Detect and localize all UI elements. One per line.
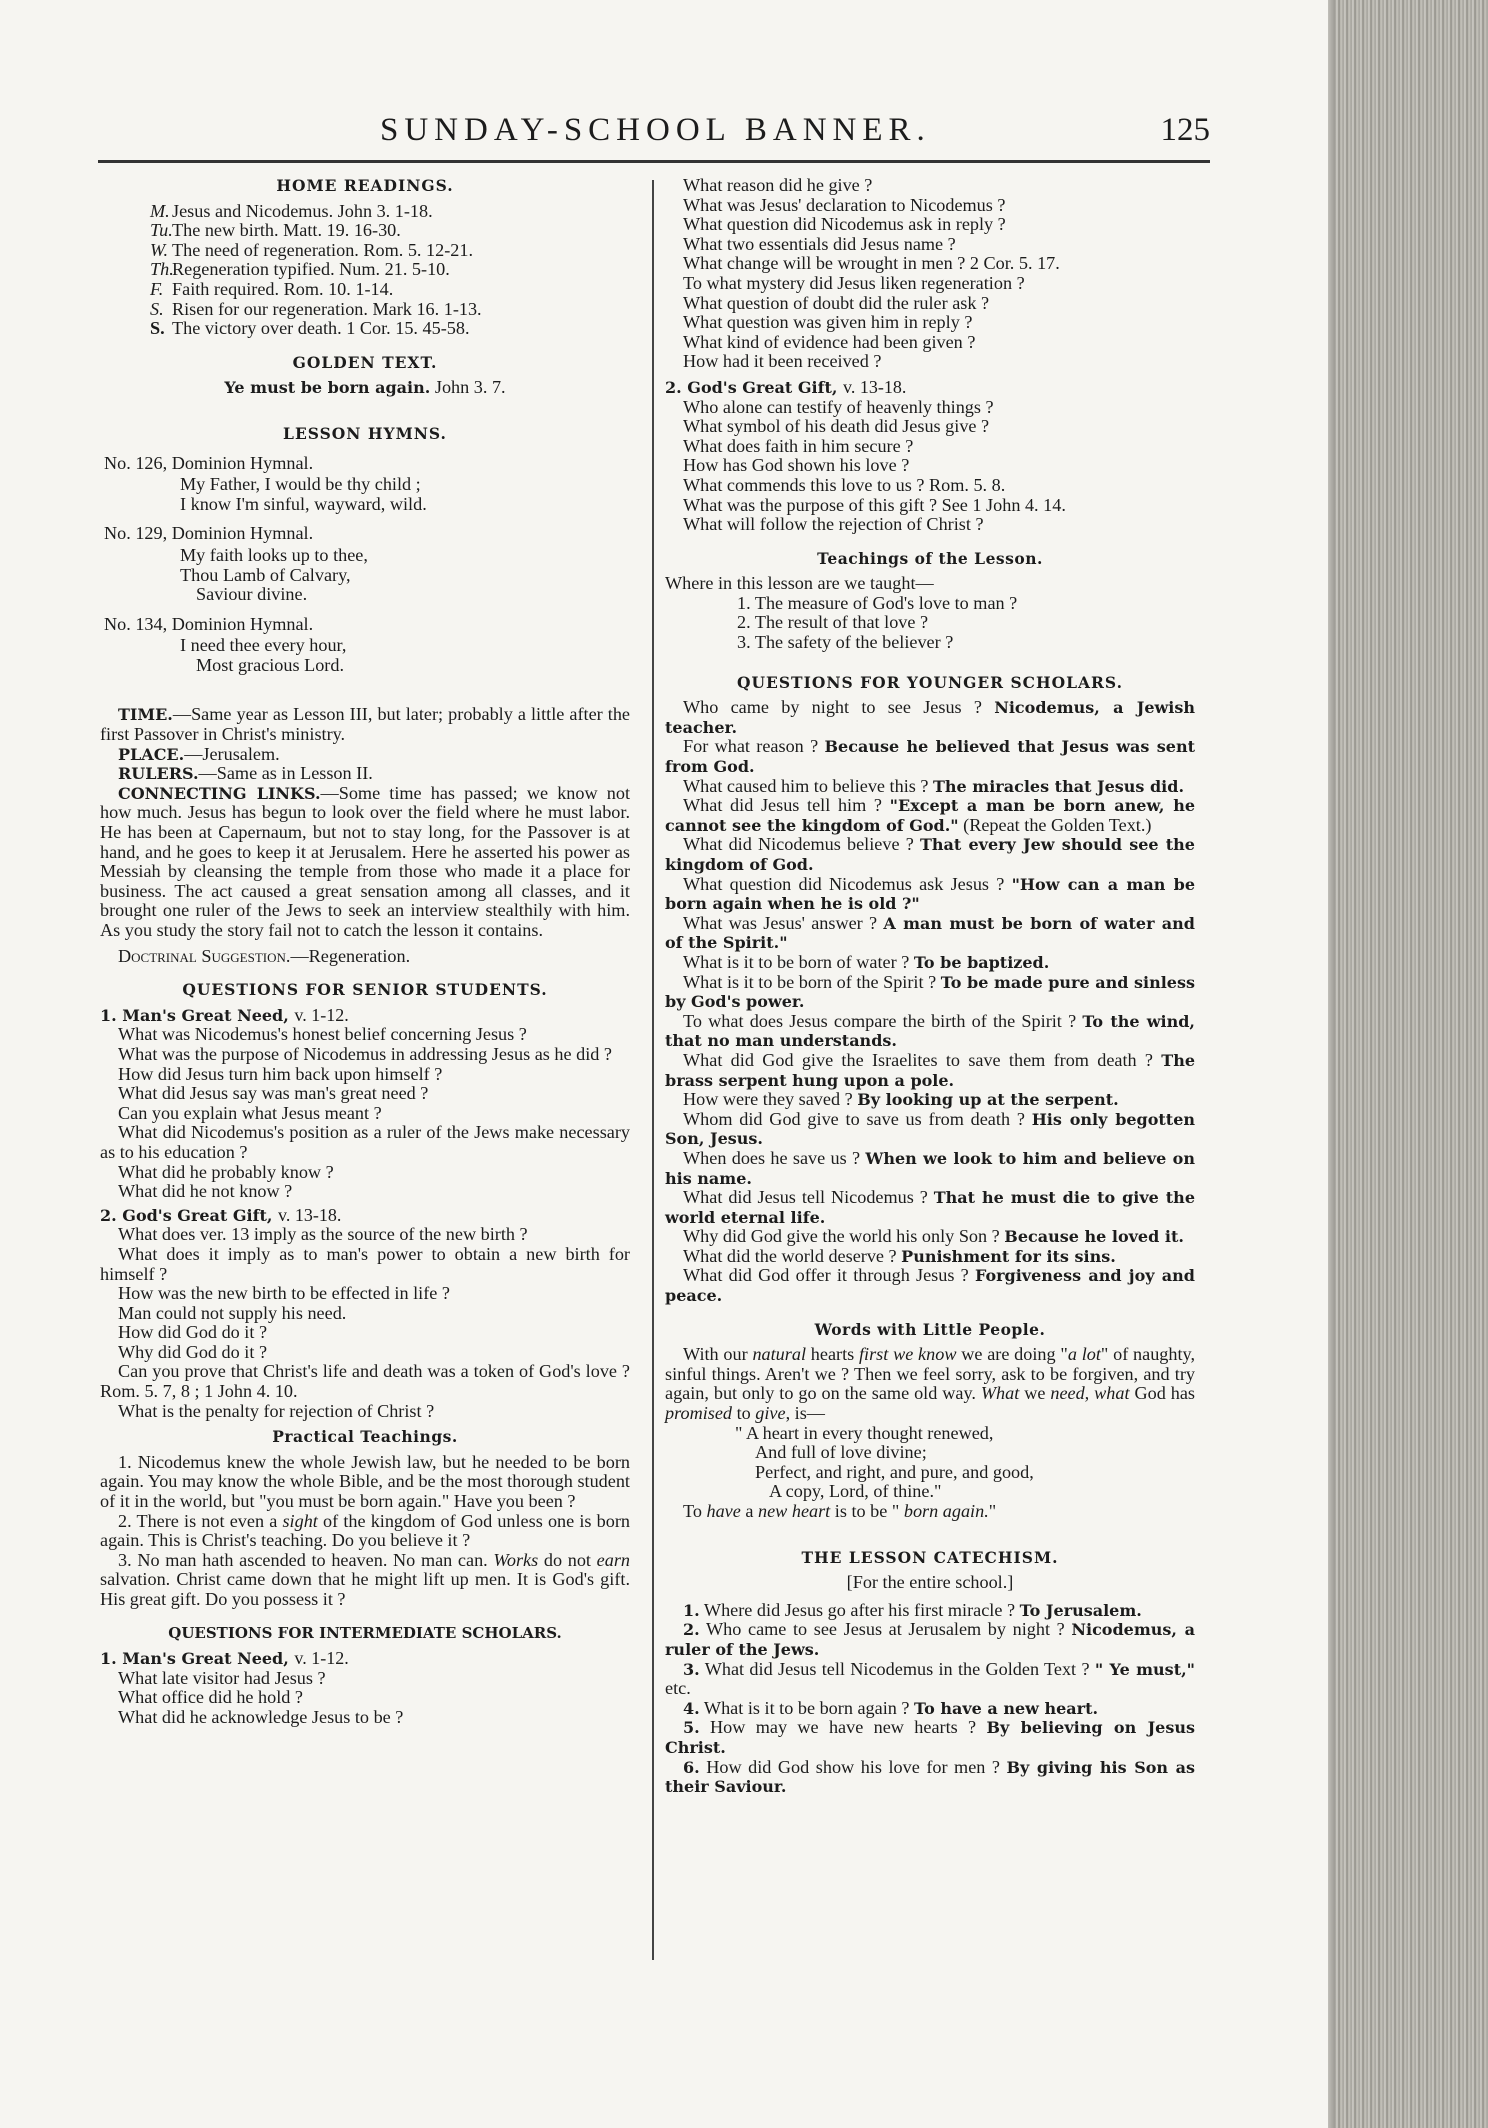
qa-item: What did God offer it through Jesus ? Forgiveness and joy and peace. (665, 1265, 1195, 1306)
qa-item: Who came by night to see Jesus ? Nicodemus, a Jewish teacher. (665, 697, 1195, 737)
qa-item: What did Jesus tell him ? "Except a man be born anew, he cannot see the kingdom of God." (Repeat the Golden Text.) (665, 795, 1196, 835)
question: What did he probably know ? (118, 1161, 334, 1182)
connecting-links-note: CONNECTING LINKS.—Some time has passed; we know not how much. Jesus has begun to look over the field where he must labor. He has been at Capernaum, but not to stay long, for the Passover is at hand, and he goes to keep it at Jerusalem. Here he asserted his power as Messiah by cleansing the temple from those who made it a place for business. The act caused a great sensation among all classes, and it brought one ruler of the Jews to seek an interview stealthily with him. As you study the story fail not to catch the lesson it contains. (100, 782, 631, 940)
hymn-line: I need thee every hour, (180, 635, 347, 656)
verse-line: And full of love divine; (755, 1442, 927, 1463)
intermediate-section-1: 1. Man's Great Need, v. 1-12. (100, 1648, 349, 1669)
doctrinal-suggestion: Doctrinal Suggestion.—Regeneration. (118, 945, 411, 966)
qa-item: What is it to be born of the Spirit ? To be made pure and sinless by God's power. (665, 971, 1196, 1012)
question: What change will be wrought in men ? 2 Cor. 5. 17. (683, 253, 1060, 274)
time-note: TIME.—Same year as Lesson III, but later; probably a little after the first Passover in Christ's ministry. (100, 704, 630, 745)
reading-text: The victory over death. 1 Cor. 15. 45-58. (172, 318, 470, 339)
question: What was the purpose of Nicodemus in addressing Jesus as he did ? (118, 1043, 612, 1064)
page-number: 125 (1160, 112, 1210, 148)
question: Why did God do it ? (118, 1341, 268, 1362)
catechism-qa (665, 1601, 1195, 1797)
reading-text: Regeneration typified. Num. 21. 5-10. (172, 259, 450, 280)
qa-item: When does he save us ? When we look to him and believe on his name. (665, 1147, 1195, 1188)
home-readings-heading: HOME READINGS. (276, 176, 454, 195)
reading-item (150, 241, 630, 261)
reading-day: W. (150, 239, 169, 260)
catechism-heading: THE LESSON CATECHISM. (801, 1547, 1059, 1567)
younger-heading: QUESTIONS FOR YOUNGER SCHOLARS. (737, 672, 1123, 692)
question: What does faith in him secure ? (683, 435, 914, 456)
qa-item: What caused him to believe this ? The miracles that Jesus did. (683, 775, 1185, 796)
question: What reason did he give ? (683, 175, 873, 195)
qa-item: What did Jesus tell Nicodemus ? That he must die to give the world eternal life. (665, 1187, 1195, 1227)
question: What late visitor had Jesus ? (118, 1667, 326, 1688)
question: What will follow the rejection of Christ ? (683, 514, 984, 535)
question: What did he acknowledge Jesus to be ? (118, 1706, 404, 1727)
left-column (100, 176, 630, 1728)
question: What symbol of his death did Jesus give ? (683, 416, 990, 437)
younger-qa (665, 698, 1195, 1305)
question: Who alone can testify of heavenly things ? (683, 396, 994, 417)
qa-item: 3. What did Jesus tell Nicodemus in the Golden Text ? " Ye must," etc. (665, 1658, 1195, 1699)
question: What was Jesus' declaration to Nicodemus ? (683, 194, 1006, 215)
verse-line: " A heart in every thought renewed, (735, 1422, 994, 1443)
qa-item: 2. Who came to see Jesus at Jerusalem by night ? Nicodemus, a ruler of the Jews. (665, 1619, 1196, 1659)
hymn-number: No. 134, Dominion Hymnal. (104, 613, 314, 634)
qa-item: How were they saved ? By looking up at the serpent. (683, 1089, 1119, 1110)
hymn (100, 615, 630, 676)
running-header (380, 112, 1210, 156)
golden-text-ref: John 3. 7. (434, 377, 506, 398)
rulers-note: RULERS.—Same as in Lesson II. (118, 763, 373, 784)
reading-item (150, 221, 630, 241)
qa-item: For what reason ? Because he believed that Jesus was sent from God. (665, 736, 1195, 777)
column-divider (652, 180, 654, 1960)
hymn-line: My Father, I would be thy child ; (180, 474, 421, 495)
question: What office did he hold ? (118, 1687, 304, 1708)
hymn-line: Most gracious Lord. (196, 654, 345, 675)
reading-day: Tu. (150, 220, 173, 241)
qa-item: What did God give the Israelites to save them from death ? The brass serpent hung upon a pole. (665, 1049, 1195, 1090)
senior-section-2: 2. God's Great Gift, v. 13-18. (100, 1204, 342, 1225)
right-column (665, 176, 1195, 1797)
qa-item: What did Nicodemus believe ? That every Jew should see the kingdom of God. (665, 834, 1195, 874)
teachings-heading: Teachings of the Lesson. (817, 548, 1043, 568)
question: How was the new birth to be effected in life ? (118, 1283, 450, 1304)
intermediate-heading: QUESTIONS FOR INTERMEDIATE SCHOLARS. (168, 1623, 562, 1642)
question: Can you explain what Jesus meant ? (118, 1102, 382, 1123)
question: To what mystery did Jesus liken regeneration ? (683, 272, 1025, 293)
senior-heading: QUESTIONS FOR SENIOR STUDENTS. (182, 980, 548, 1000)
qa-item: Why did God give the world his only Son ? Because he loved it. (683, 1226, 1184, 1247)
golden-text-heading: GOLDEN TEXT. (292, 352, 438, 372)
hymn-number: No. 129, Dominion Hymnal. (104, 523, 314, 544)
home-readings-list (100, 202, 630, 339)
place-note: PLACE.—Jerusalem. (118, 743, 280, 764)
little-people-closing: To have a new heart is to be " born again." (683, 1501, 997, 1521)
little-people-heading: Words with Little People. (814, 1319, 1046, 1339)
reading-text: The need of regeneration. Rom. 5. 12-21. (172, 239, 474, 260)
practical-3: 3. No man hath ascended to heaven. No man can. Works do not earn salvation. Christ came down that he might lift up men. It is God's gift. His great gift. Do you possess it ? (100, 1549, 630, 1609)
question: How has God shown his love ? (683, 455, 910, 476)
reading-item (150, 280, 630, 300)
question: How had it been received ? (683, 351, 882, 372)
verse-line: A copy, Lord, of thine." (769, 1481, 942, 1502)
senior-s1-questions (100, 1025, 630, 1201)
question: What was Nicodemus's honest belief concerning Jesus ? (118, 1024, 527, 1045)
qa-item: What was Jesus' answer ? A man must be born of water and of the Spirit." (665, 912, 1195, 953)
question: What question did Nicodemus ask in reply ? (683, 214, 1006, 235)
reading-item (150, 300, 630, 320)
senior-section-1: 1. Man's Great Need, v. 1-12. (100, 1004, 349, 1025)
qa-item: 5. How may we have new hearts ? By believing on Jesus Christ. (665, 1717, 1195, 1757)
reading-day: S. (150, 298, 164, 319)
reading-text: Faith required. Rom. 10. 1-14. (172, 278, 394, 299)
question: What commends this love to us ? Rom. 5. 8. (683, 474, 1006, 495)
verse-line: Perfect, and right, and pure, and good, (755, 1461, 1034, 1482)
reading-day: F. (150, 278, 164, 299)
question: What was the purpose of this gift ? See 1 John 4. 14. (683, 494, 1066, 515)
hymn (100, 454, 630, 515)
question: What does ver. 13 imply as the source of the new birth ? (118, 1224, 528, 1245)
question: How did Jesus turn him back upon himself ? (118, 1063, 443, 1084)
teachings-intro: Where in this lesson are we taught— (665, 573, 934, 594)
question: What is the penalty for rejection of Christ ? (118, 1400, 435, 1421)
question: How did God do it ? (118, 1322, 268, 1343)
question: What question of doubt did the ruler ask ? (683, 292, 990, 313)
question: What did he not know ? (118, 1181, 293, 1202)
catechism-subheading: [For the entire school.] (846, 1572, 1014, 1593)
reading-text: The new birth. Matt. 19. 16-30. (172, 220, 401, 241)
hymn (100, 524, 630, 604)
qa-item: To what does Jesus compare the birth of the Spirit ? To the wind, that no man understands. (665, 1010, 1195, 1051)
question: Man could not supply his need. (118, 1302, 347, 1323)
intermediate-section-2: 2. God's Great Gift, v. 13-18. (665, 376, 907, 397)
question: What did Jesus say was man's great need ? (118, 1083, 429, 1104)
senior-s2-questions (100, 1225, 630, 1421)
qa-item: 1. Where did Jesus go after his first miracle ? To Jerusalem. (683, 1599, 1142, 1620)
qa-item: What is it to be born of water ? To be baptized. (683, 951, 1050, 972)
hymn-line: I know I'm sinful, wayward, wild. (180, 493, 427, 514)
question: What two essentials did Jesus name ? (683, 233, 956, 254)
golden-text (100, 378, 630, 398)
qa-item: What question did Nicodemus ask Jesus ? "How can a man be born again when he is old ?" (665, 873, 1196, 914)
hymn-line: Saviour divine. (196, 584, 308, 605)
question: Can you prove that Christ's life and death was a token of God's love ? Rom. 5. 7, 8 ; 1 John 4. 10. (100, 1361, 630, 1402)
header-rule (98, 160, 1210, 163)
reading-item (150, 260, 630, 280)
practical-heading: Practical Teachings. (272, 1427, 458, 1447)
qa-item: What did the world deserve ? Punishment for its sins. (683, 1245, 1116, 1266)
question: What did Nicodemus's position as a ruler of the Jews make necessary as to his education ? (100, 1122, 630, 1162)
qa-item: 6. How did God show his love for men ? By giving his Son as their Saviour. (665, 1756, 1195, 1797)
reading-text: Jesus and Nicodemus. John 3. 1-18. (172, 200, 433, 221)
question: What question was given him in reply ? (683, 312, 973, 333)
hymn-number: No. 126, Dominion Hymnal. (104, 452, 314, 473)
qa-item: 4. What is it to be born again ? To have a new heart. (683, 1697, 1099, 1718)
reading-item (150, 202, 630, 222)
teaching-item: 3. The safety of the believer ? (737, 632, 954, 653)
question: What kind of evidence had been given ? (683, 331, 976, 352)
question: What does it imply as to man's power to obtain a new birth for himself ? (100, 1243, 630, 1284)
hymn-line: My faith looks up to thee, (180, 544, 368, 565)
reading-item (150, 319, 630, 339)
practical-1: 1. Nicodemus knew the whole Jewish law, but he needed to be born again. You may know the whole Bible, and be the most thorough student of it in the world, but "you must be born again." Have you been ? (100, 1451, 630, 1512)
running-title: SUNDAY-SCHOOL BANNER. (380, 112, 931, 148)
qa-item: Whom did God give to save us from death ? His only begotten Son, Jesus. (665, 1108, 1196, 1149)
reading-text: Risen for our regeneration. Mark 16. 1-13. (172, 298, 482, 319)
intermediate-s1-continued (665, 176, 1195, 372)
practical-2: 2. There is not even a sight of the kingdom of God unless one is born again. This is Christ's teaching. Do you believe it ? (100, 1510, 630, 1551)
teaching-item: 1. The measure of God's love to man ? (737, 592, 1018, 613)
golden-text-verse: Ye must be born again. (224, 378, 431, 398)
little-people-text: With our natural hearts first we know we are doing "a lot" of naughty, sinful things. Aren't we ? Then we feel sorry, ask to be forgiven, and try again, but only to go on the same old way. What we need, what God has promised to give, is— (665, 1344, 1195, 1424)
intermediate-s2-questions (665, 398, 1195, 535)
reading-day: M. (150, 200, 170, 221)
lesson-hymns-heading: LESSON HYMNS. (283, 423, 447, 443)
page-stack-edge (1335, 0, 1488, 2128)
reading-day: Th. (150, 259, 174, 280)
hymn-line: Thou Lamb of Calvary, (180, 564, 351, 585)
reading-day: S. (150, 318, 165, 339)
teaching-item: 2. The result of that love ? (737, 612, 929, 633)
